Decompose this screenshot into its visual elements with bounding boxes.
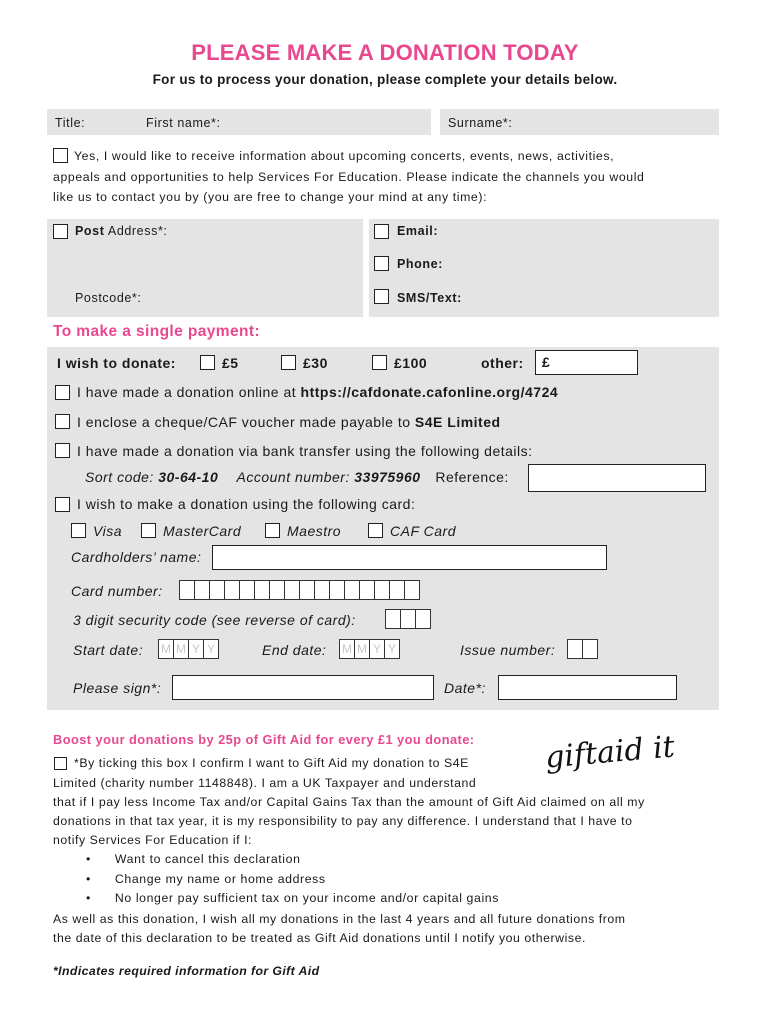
gift-aid-line-5: notify Services For Education if I: — [53, 833, 252, 847]
start-date-month-2: M — [173, 639, 189, 659]
other-amount-label: other: — [481, 355, 524, 371]
maestro-checkbox[interactable] — [265, 523, 280, 538]
issue-number-label: Issue number: — [460, 642, 556, 658]
phone-label: Phone: — [397, 257, 443, 271]
mastercard-checkbox[interactable] — [141, 523, 156, 538]
online-donation-checkbox[interactable] — [55, 385, 70, 400]
end-date-month-2: M — [354, 639, 370, 659]
cheque-label: I enclose a cheque/CAF voucher made payable to — [77, 414, 415, 430]
page-subtitle: For us to process your donation, please complete your details below. — [152, 72, 618, 87]
online-donation-url: https://cafdonate.cafonline.org/4724 — [300, 384, 559, 400]
mastercard-label: MasterCard — [163, 523, 242, 539]
cardholder-name-label: Cardholders’ name: — [71, 549, 202, 565]
consent-text — [53, 146, 733, 208]
post-checkbox[interactable] — [53, 224, 68, 239]
gift-aid-line-2: Limited (charity number 1148848). I am a UK Taxpayer and understand — [53, 776, 477, 790]
other-amount-input[interactable]: £ — [535, 350, 638, 375]
online-donation-label: I have made a donation online at — [77, 384, 301, 400]
wish-to-donate-label: I wish to donate: — [57, 355, 176, 371]
caf-card-checkbox[interactable] — [368, 523, 383, 538]
issue-number-input[interactable] — [567, 639, 597, 659]
amount-5-checkbox[interactable] — [200, 355, 215, 370]
please-sign-label: Please sign*: — [73, 680, 162, 696]
gift-aid-bullet-3: • No longer pay sufficient tax on your income and/or capital gains — [86, 891, 499, 905]
gift-aid-footnote: *Indicates required information for Gift Aid — [53, 964, 320, 978]
phone-checkbox[interactable] — [374, 256, 389, 271]
online-donation-text — [77, 384, 558, 400]
gift-aid-line-1: *By ticking this box I confirm I want to Gift Aid my donation to S4E — [74, 756, 469, 770]
caf-card-label: CAF Card — [390, 523, 456, 539]
signature-input[interactable] — [172, 675, 434, 700]
email-label: Email: — [397, 224, 439, 238]
sort-code-label: Sort code: — [85, 469, 159, 485]
amount-30-label: £30 — [303, 355, 328, 371]
start-date-label: Start date: — [73, 642, 144, 658]
gift-aid-closing-2: the date of this declaration to be treated as Gift Aid donations until I notify you otherwise. — [53, 931, 586, 945]
amount-30-checkbox[interactable] — [281, 355, 296, 370]
gift-aid-line-3: that if I pay less Income Tax and/or Capital Gains Tax than the amount of Gift Aid claimed on all my — [53, 795, 645, 809]
first-name-label: First name*: — [146, 116, 221, 130]
gift-aid-bullet-2-text: Change my name or home address — [114, 872, 326, 886]
amount-100-label: £100 — [394, 355, 428, 371]
consent-line-3: like us to contact you by (you are free to change your mind at any time): — [53, 190, 488, 204]
start-date-year-1: Y — [188, 639, 204, 659]
gift-aid-bullet-1-text: Want to cancel this declaration — [114, 852, 301, 866]
start-date-month-1: M — [158, 639, 174, 659]
maestro-label: Maestro — [287, 523, 342, 539]
reference-input[interactable] — [528, 464, 706, 492]
surname-label: Surname*: — [448, 116, 513, 130]
date-input[interactable] — [498, 675, 677, 700]
reference-label: Reference: — [435, 469, 509, 485]
card-donation-label: I wish to make a donation using the following card: — [77, 496, 416, 512]
card-number-label: Card number: — [71, 583, 163, 599]
visa-checkbox[interactable] — [71, 523, 86, 538]
cheque-text — [77, 414, 501, 430]
gift-aid-line-4: donations in that tax year, it is my responsibility to pay any difference. I understand that I have to — [53, 814, 633, 828]
title-first-name-field[interactable] — [47, 109, 431, 135]
bank-transfer-label: I have made a donation via bank transfer using the following details: — [77, 443, 533, 459]
visa-label: Visa — [93, 523, 122, 539]
end-date-month-1: M — [339, 639, 355, 659]
bank-transfer-checkbox[interactable] — [55, 443, 70, 458]
end-date-label: End date: — [262, 642, 327, 658]
card-number-input[interactable] — [179, 580, 419, 600]
account-number-label: Account number: — [236, 469, 355, 485]
post-label: Post — [75, 224, 105, 238]
gift-aid-bullet-1: • Want to cancel this declaration — [86, 852, 301, 866]
date-label: Date*: — [444, 680, 486, 696]
amount-5-label: £5 — [222, 355, 239, 371]
cheque-payee: S4E Limited — [414, 414, 501, 430]
address-label: Address*: — [104, 224, 168, 238]
post-address-label — [75, 224, 167, 238]
start-date-input[interactable] — [158, 639, 218, 659]
cheque-checkbox[interactable] — [55, 414, 70, 429]
title-label: Title: — [55, 116, 86, 130]
sort-code-value: 30-64-10 — [158, 469, 219, 485]
security-code-input[interactable] — [385, 609, 430, 629]
gift-aid-closing-1: As well as this donation, I wish all my donations in the last 4 years and all future donations from — [53, 912, 626, 926]
sms-checkbox[interactable] — [374, 289, 389, 304]
amount-100-checkbox[interactable] — [372, 355, 387, 370]
email-checkbox[interactable] — [374, 224, 389, 239]
page-title: PLEASE MAKE A DONATION TODAY — [191, 40, 579, 65]
bank-details — [85, 469, 509, 485]
end-date-year-1: Y — [369, 639, 385, 659]
consent-line-1: Yes, I would like to receive information about upcoming concerts, events, news, activities, — [74, 149, 615, 163]
end-date-input[interactable] — [339, 639, 399, 659]
postcode-label: Postcode*: — [75, 291, 142, 305]
gift-aid-bullet-3-text: No longer pay sufficient tax on your income and/or capital gains — [114, 891, 499, 905]
cardholder-name-input[interactable] — [212, 545, 607, 570]
gift-aid-checkbox[interactable] — [54, 757, 67, 770]
end-date-year-2: Y — [384, 639, 400, 659]
account-number-value: 33975960 — [354, 469, 421, 485]
security-code-label: 3 digit security code (see reverse of card): — [73, 612, 356, 628]
gift-aid-bullet-2: • Change my name or home address — [86, 872, 326, 886]
single-payment-heading: To make a single payment: — [53, 323, 260, 340]
gift-aid-heading: Boost your donations by 25p of Gift Aid for every £1 you donate: — [53, 732, 475, 747]
start-date-year-2: Y — [203, 639, 219, 659]
consent-line-2: appeals and opportunities to help Services For Education. Please indicate the channels you would — [53, 169, 645, 184]
sms-label: SMS/Text: — [397, 291, 462, 305]
giftaid-it-logo: giftaid it — [543, 729, 677, 776]
card-donation-checkbox[interactable] — [55, 497, 70, 512]
